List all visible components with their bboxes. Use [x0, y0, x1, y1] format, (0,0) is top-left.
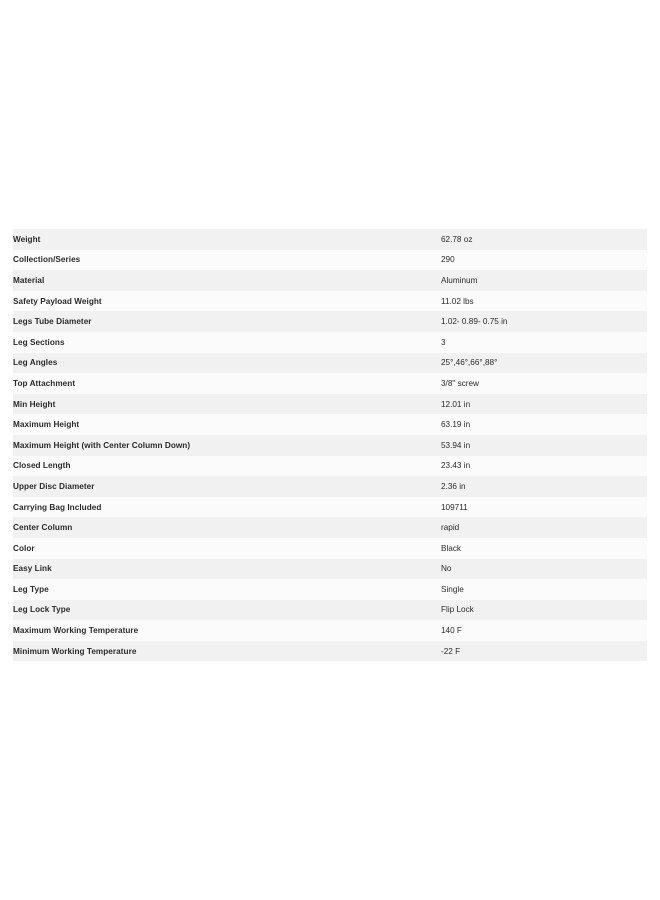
spec-name: Closed Length	[13, 461, 71, 471]
spec-name: Legs Tube Diameter	[13, 317, 92, 327]
table-row	[13, 641, 647, 662]
spec-name: Collection/Series	[13, 255, 81, 265]
spec-name: Upper Disc Diameter	[13, 481, 95, 491]
table-row	[13, 311, 647, 332]
table-row	[13, 538, 647, 559]
spec-name: Maximum Height	[13, 420, 80, 430]
spec-value: rapid	[441, 523, 460, 533]
specifications-table	[13, 229, 647, 661]
table-row	[13, 250, 647, 271]
spec-name: Leg Lock Type	[13, 605, 71, 615]
spec-name: Carrying Bag Included	[13, 502, 102, 512]
table-row	[13, 332, 647, 353]
table-row	[13, 579, 647, 600]
spec-name: Top Attachment	[13, 378, 76, 388]
spec-value: Single	[441, 584, 464, 594]
spec-name: Minimum Working Temperature	[13, 646, 137, 656]
table-row	[13, 435, 647, 456]
table-row	[13, 600, 647, 621]
spec-value: No	[441, 564, 452, 574]
spec-value: 12.01 in	[441, 399, 471, 409]
spec-name: Maximum Height (with Center Column Down)	[13, 440, 191, 450]
spec-value: -22 F	[441, 646, 461, 656]
spec-value: 11.02 lbs	[441, 296, 474, 306]
spec-value: Flip Lock	[441, 605, 474, 615]
table-row	[13, 394, 647, 415]
spec-name: Leg Sections	[13, 337, 65, 347]
spec-name: Safety Payload Weight	[13, 296, 102, 306]
spec-value: 23.43 in	[441, 461, 471, 471]
spec-value: 290	[441, 255, 455, 265]
spec-value: Aluminum	[441, 275, 478, 285]
table-row	[13, 291, 647, 312]
table-row	[13, 559, 647, 580]
spec-value: 109711	[441, 502, 468, 512]
spec-name: Material	[13, 275, 45, 285]
table-row	[13, 229, 647, 250]
table-row	[13, 497, 647, 518]
spec-value: 3	[441, 337, 446, 347]
table-row	[13, 373, 647, 394]
spec-value: 25°,46°,66°,88°	[441, 358, 498, 368]
table-row	[13, 620, 647, 641]
spec-name: Min Height	[13, 399, 56, 409]
spec-name: Center Column	[13, 523, 73, 533]
table-row	[13, 456, 647, 477]
spec-value: 3/8" screw	[441, 378, 479, 388]
table-row	[13, 414, 647, 435]
specifications-panel	[13, 229, 647, 661]
table-row	[13, 353, 647, 374]
table-row	[13, 517, 647, 538]
spec-value: 2.36 in	[441, 481, 466, 491]
spec-value: Black	[441, 543, 462, 553]
spec-name: Leg Type	[13, 584, 49, 594]
spec-name: Maximum Working Temperature	[13, 626, 139, 636]
specifications-table-body	[13, 229, 647, 661]
spec-name: Easy Link	[13, 564, 52, 574]
spec-value: 63.19 in	[441, 420, 471, 430]
spec-name: Leg Angles	[13, 358, 58, 368]
table-row	[13, 270, 647, 291]
table-row	[13, 476, 647, 497]
spec-name: Weight	[13, 234, 41, 244]
spec-value: 62.78 oz	[441, 234, 473, 244]
spec-value: 1.02- 0.89- 0.75 in	[441, 317, 508, 327]
spec-value: 53.94 in	[441, 440, 471, 450]
spec-value: 140 F	[441, 626, 462, 636]
spec-name: Color	[13, 543, 35, 553]
